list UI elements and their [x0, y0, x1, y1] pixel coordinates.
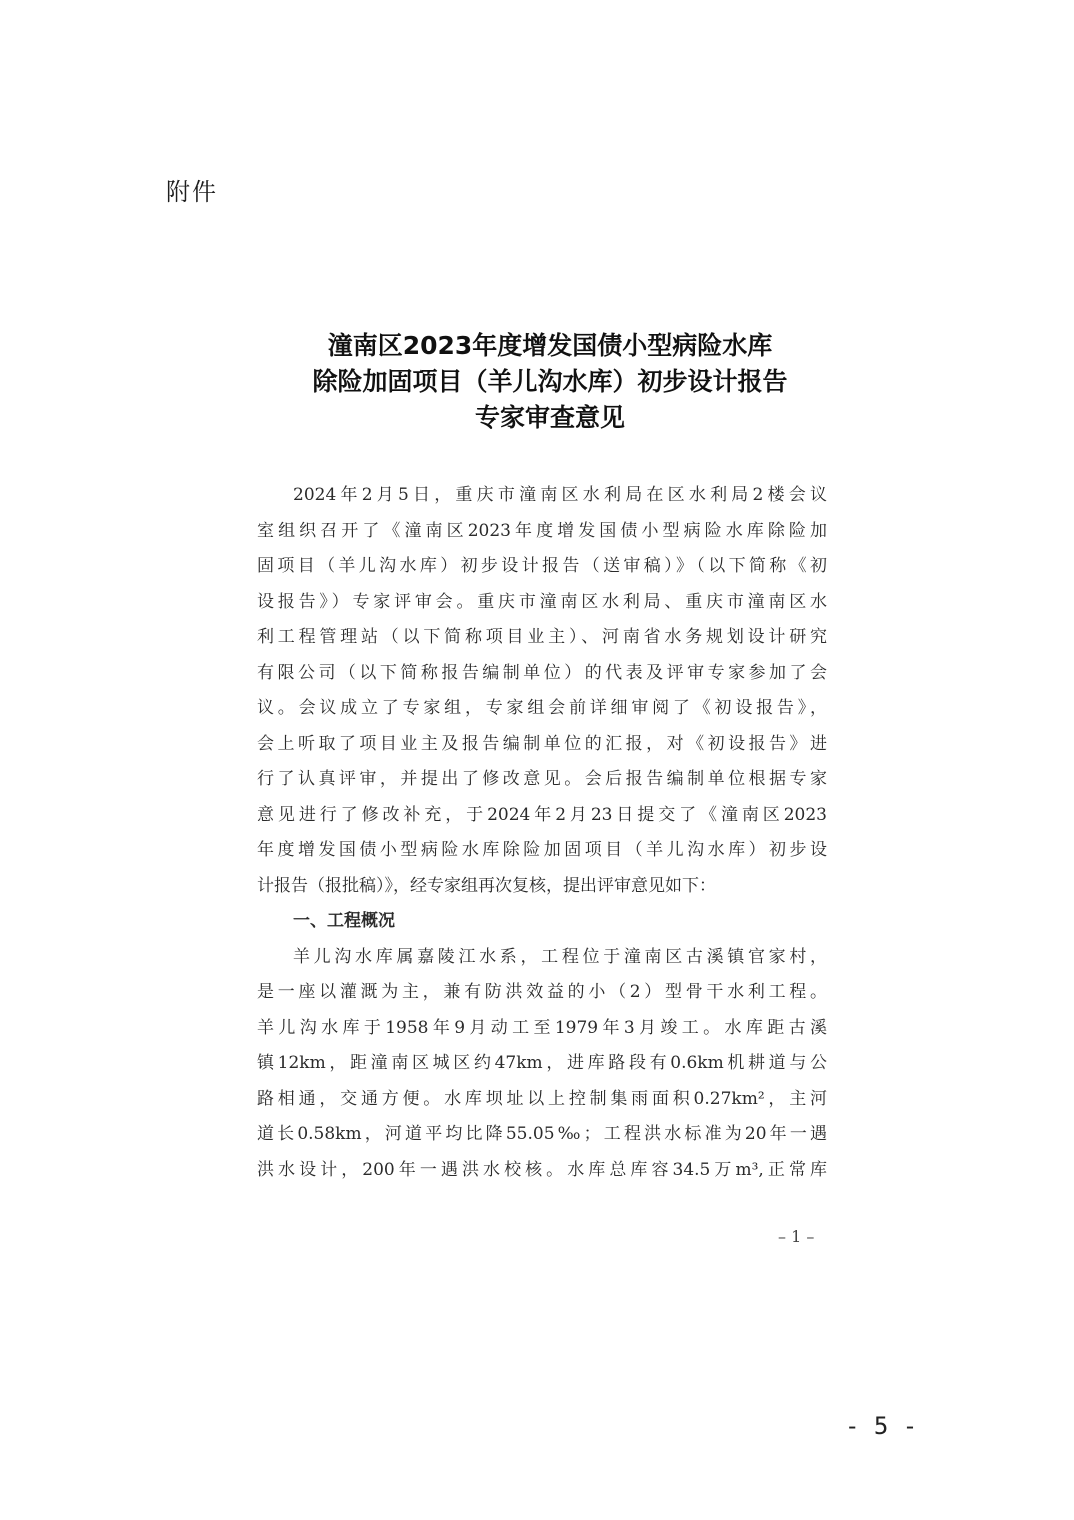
- document-title: [230, 328, 870, 436]
- paragraph-line: 利工程管理站（以下简称项目业主）、河南省水务规划设计研究: [257, 627, 827, 647]
- paragraph-line: 洪水设计，200年一遇洪水校核。水库总库容34.5万m³,正常库: [257, 1159, 827, 1180]
- paragraph-line: 羊儿沟水库于1958年9月动工至1979年3月竣工。水库距古溪: [257, 1017, 827, 1038]
- paragraph-line: 室组织召开了《潼南区2023年度增发国债小型病险水库除险加: [257, 520, 827, 541]
- paragraph-line: 2024年2月5日，重庆市潼南区水利局在区水利局2楼会议: [293, 485, 827, 505]
- paragraph-line: 道长0.58km，河道平均比降55.05‰；工程洪水标准为20年一遇: [257, 1124, 827, 1144]
- title-line-2: 除险加固项目（羊儿沟水库）初步设计报告: [312, 367, 788, 396]
- outer-page-number: - 5 -: [845, 1412, 918, 1440]
- paragraph-line: 议。会议成立了专家组，专家组会前详细审阅了《初设报告》，: [257, 698, 827, 718]
- paragraph-line: 是一座以灌溉为主，兼有防洪效益的小（2）型骨干水利工程。: [257, 982, 827, 1002]
- title-line-3: 专家审查意见: [474, 403, 625, 432]
- attachment-label: 附件: [166, 178, 218, 206]
- paragraph-line: 行了认真评审，并提出了修改意见。会后报告编制单位根据专家: [257, 769, 827, 789]
- paragraph-line: 镇12km，距潼南区城区约47km，进库路段有0.6km机耕道与公: [257, 1053, 827, 1073]
- inner-page-number: – 1 –: [778, 1227, 815, 1246]
- paragraph-line: 计报告（报批稿）》，经专家组再次复核，提出评审意见如下：: [257, 875, 716, 896]
- paragraph-line: 年度增发国债小型病险水库除险加固项目（羊儿沟水库）初步设: [257, 840, 827, 860]
- paragraph-line: 路相通，交通方便。水库坝址以上控制集雨面积0.27km²，主河: [257, 1088, 827, 1109]
- paragraph-line: 羊儿沟水库属嘉陵江水系，工程位于潼南区古溪镇官家村，: [293, 946, 827, 967]
- paragraph-line: 固项目（羊儿沟水库）初步设计报告（送审稿）》（以下简称《初: [257, 556, 827, 576]
- section-heading-project-overview: 一、工程概况: [293, 911, 395, 931]
- review-opinion-body: [257, 478, 827, 1188]
- paragraph-line: 意见进行了修改补充，于2024年2月23日提交了《潼南区2023: [257, 804, 827, 825]
- paragraph-line: 有限公司（以下简称报告编制单位）的代表及评审专家参加了会: [257, 662, 827, 683]
- title-line-1: 潼南区2023年度增发国债小型病险水库: [327, 331, 773, 360]
- paragraph-line: 会上听取了项目业主及报告编制单位的汇报，对《初设报告》进: [257, 733, 827, 754]
- paragraph-line: 设报告》）专家评审会。重庆市潼南区水利局、重庆市潼南区水: [257, 591, 827, 612]
